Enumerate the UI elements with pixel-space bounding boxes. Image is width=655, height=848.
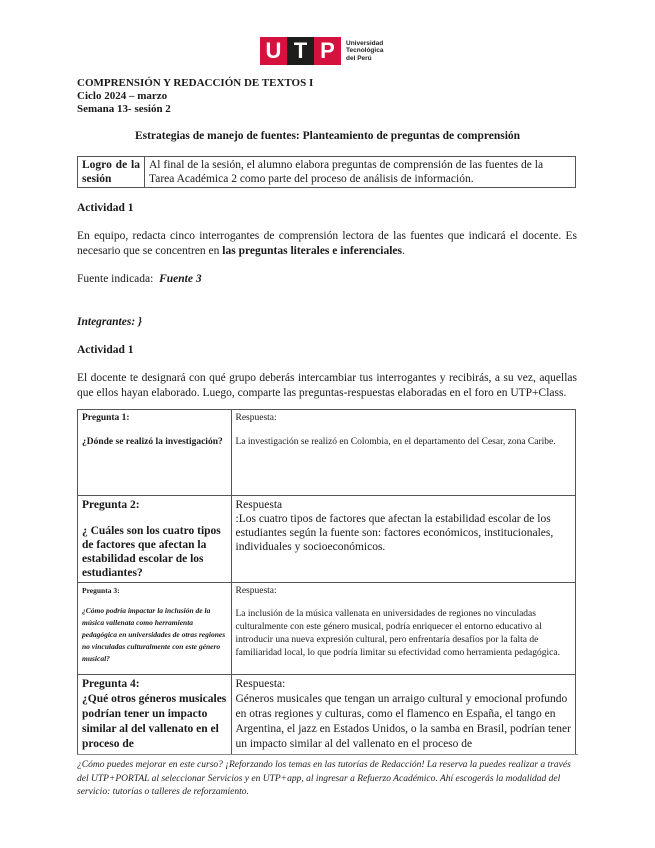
logo-letter-t: T [287,37,314,65]
questions-answers-table [77,409,576,755]
table-row [78,496,576,583]
question-label: Pregunta 4: [82,678,140,690]
logo-text-line: Universidad [346,39,384,47]
answer-cell [231,583,576,675]
question-text: ¿Cómo podría impactar la inclusión de la música vallenata como herramienta pedagógica en universidades de otras regiones no vinculadas culturalmente con este género musical? [82,606,226,663]
answer-label: Respuesta: [235,413,277,423]
answer-cell [231,410,576,496]
session-goal-table [77,156,576,188]
answer-text: La investigación se realizó en Colombia, en el departamento del Cesar, zona Caribe. [235,437,556,447]
answer-label: Respuesta [235,499,283,511]
table-row [78,675,576,755]
question-label: Pregunta 2: [82,499,140,511]
logo-letter-u: U [260,37,287,65]
table-row [78,583,576,675]
logo-text-line: Tecnológica [346,47,384,55]
activity-2-instructions: El docente te designará con qué grupo deberás intercambiar tus interrogantes y recibirás, a su vez, aquellas que ellos hayan elaborado. Luego, comparte las preguntas-respuestas elaboradas en el foro en UTP+Class. [77,372,577,399]
question-text: ¿Qué otros géneros musicales podrían tener un impacto similar al del vallenato en el proceso de [82,693,227,750]
session-goal-label: Logro de la sesión [78,157,145,188]
utp-logo-mark [260,37,341,65]
logo-text-line: del Perú [346,54,372,62]
course-week: Semana 13- sesión 2 [77,103,171,115]
table-row [78,410,576,496]
activity-1-heading: Actividad 1 [77,202,134,214]
utp-logo [260,37,383,65]
activity-1-instructions [77,229,577,259]
source-label: Fuente indicada: [77,273,154,285]
question-cell [78,583,232,675]
footer-divider [77,754,578,755]
question-text: ¿Dónde se realizó la investigación? [82,437,223,447]
answer-text: :Los cuatro tipos de factores que afectan la estabilidad escolar de los estudiantes según la fuente son: factores económicos, institucionales, individuales y socioeconómicos. [235,513,554,553]
course-cycle: Ciclo 2024 – marzo [77,90,168,102]
logo-university-name [346,40,383,63]
answer-cell [231,496,576,583]
course-name: COMPRENSIÓN Y REDACCIÓN DE TEXTOS I [77,77,314,89]
answer-label: Respuesta: [235,678,286,690]
footer-note: ¿Cómo puedes mejorar en este curso? ¡Reforzando los temas en las tutorías de Redacción! La reserva la puedes realizar a través del UTP+PORTAL al seleccionar Servicios y en UTP+app, al ingresar a Refuerzo Académico. Ahí escogerás la modalidad del servicio: tutorías o talleres de reforzamiento. [77,760,571,797]
instructions-text: En equipo, redacta cinco interrogantes de comprensión lectora de las fuentes que indicará el docente. Es necesario que se concentren en [77,230,577,257]
question-cell [78,496,232,583]
question-cell [78,410,232,496]
answer-label: Respuesta: [235,586,277,596]
instructions-emphasis: las preguntas literales e inferenciales [222,245,402,257]
question-text: ¿ Cuáles son los cuatro tipos de factores que afectan la estabilidad escolar de los estudiantes? [82,525,221,579]
instructions-end: . [402,245,405,257]
answer-cell [231,675,576,755]
source-line [77,272,577,287]
answer-text: La inclusión de la música vallenata en universidades de regiones no vinculadas culturalmente con este género musical, podría enriquecer el entorno educativo al introducir una nueva expresión cultural, pero enfrentaría desafíos por la falta de familiaridad local, lo que podría limitar su efectividad como herramienta pedagógica. [235,609,560,658]
question-label: Pregunta 1: [82,413,130,423]
question-label: Pregunta 3: [82,586,120,595]
course-header [77,77,313,116]
activity-2-heading: Actividad 1 [77,344,134,356]
question-cell [78,675,232,755]
session-goal-text: Al final de la sesión, el alumno elabora preguntas de comprensión de las fuentes de la Tarea Académica 2 como parte del proceso de análisis de información. [145,157,576,188]
page-title: Estrategias de manejo de fuentes: Planteamiento de preguntas de comprensión [134,130,521,142]
members-label: Integrantes: } [77,316,143,328]
source-value: Fuente 3 [159,273,202,285]
logo-letter-p: P [314,37,341,65]
answer-text: Géneros musicales que tengan un arraigo cultural y emocional profundo en otras regiones y culturas, como el flamenco en España, el tango en Argentina, el jazz en Estados Unidos, o la samba en Brasil, podrían tener un impacto similar al del vallenato en el proceso de [235,693,571,750]
